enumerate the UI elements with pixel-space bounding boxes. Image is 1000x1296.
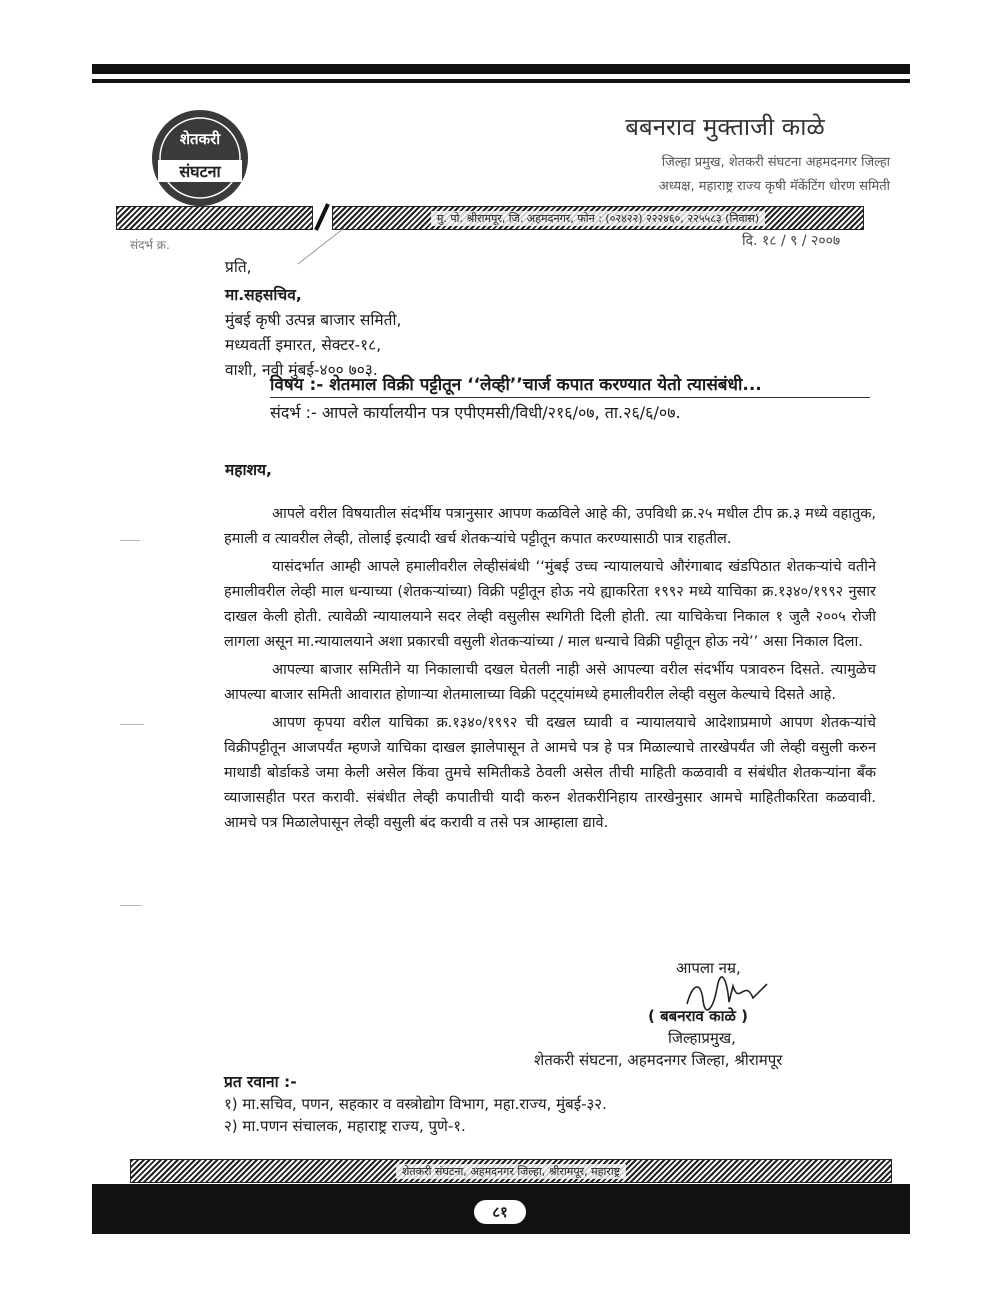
top-rule-thin [92, 79, 910, 83]
letter-date: दि. १८ / ९ / २००७ [742, 233, 841, 249]
copy-to-heading: प्रत रवाना :- [224, 1073, 297, 1091]
margin-mark [120, 724, 144, 725]
sender-designation-1: जिल्हा प्रमुख, शेतकरी संघटना अहमदनगर जिल्हा [661, 155, 890, 170]
top-rule-thick [92, 64, 910, 74]
reference-number-label: संदर्भ क्र. [130, 238, 170, 252]
seal-text-top: शेतकरी [179, 130, 221, 148]
seal-text-main: संघटना [179, 162, 221, 181]
subject-line: विषय :- शेतमाल विक्री पट्टीतून ‘‘लेव्ही’’चार्ज कपात करण्यात येतो त्यासंबंधी... [270, 375, 762, 395]
body-paragraph-1: आपले वरील विषयातील संदर्भीय पत्रानुसार आपण कळविले आहे की, उपविधी क्र.२५ मधील टीप क्र.३ मध्ये वहातुक, हमाली व त्यावरील लेव्ही, तोलाई इत्यादी खर्च शेतकऱ्यांचे पट्टीतून कपात करण्यासाठी पात्र राहतील. [224, 506, 876, 547]
address-band [332, 206, 864, 230]
salutation: महाशय, [225, 461, 272, 479]
sign-off: आपला नम्र, [676, 959, 741, 977]
body-paragraph-2: यासंदर्भात आम्ही आपले हमालीवरील लेव्हीसंबंधी ‘‘मुंबई उच्च न्यायालयाचे औरंगाबाद खंडपिठात शेतकऱ्यांचे वतीने हमालीवरील लेव्ही माल धन्याच्या (शेतकऱ्यांच्या) विक्री पट्टीतून होऊ नये ह्याकरिता १९९२ मध्ये याचिका क्र.१३४०/१९९२ नुसार दाखल केली होती. त्यावेळी न्यायालयाने सदर लेव्ही वसुलीस स्थगिती दिली होती. त्या याचिकेचा निकाल १ जुलै २००५ रोजी लागला असून मा.न्यायालयाने अशा प्रकारची वसुली शेतकऱ्यांच्या / माल धन्याचे विक्री पट्टीतून होऊ नये’’ असा निकाल दिला. [224, 559, 876, 650]
recipient-title: मा.सहसचिव, [225, 286, 302, 304]
margin-mark [120, 905, 142, 906]
sender-designation-2: अध्यक्ष, महाराष्ट्र राज्य कृषी मॅकेंटिंग धोरण समिती [658, 179, 890, 194]
recipient-prefix: प्रति, [225, 258, 252, 276]
organization-seal [150, 108, 250, 208]
page-number: ८१ [474, 1200, 526, 1224]
footer-band-text: शेतकरी संघटना, अहमदनगर जिल्हा, श्रीरामपूर, महाराष्ट्र [396, 1164, 626, 1179]
copy-to-item-1: १) मा.सचिव, पणन, सहकार व वस्त्रोद्योग विभाग, महा.राज्य, मुंबई-३२. [224, 1095, 607, 1113]
header-band-left [116, 206, 313, 230]
copy-to-item-2: २) मा.पणन संचालक, महाराष्ट्र राज्य, पुणे-१. [224, 1117, 466, 1135]
letter-body [224, 502, 876, 839]
signatory-name: ( बबनराव काळे ) [648, 1007, 748, 1025]
body-paragraph-3: आपल्या बाजार समितीने या निकालाची दखल घेतली नाही असे आपल्या वरील संदर्भीय पत्रावरुन दिसते. त्यामुळेच आपल्या बाजार समिती आवारात होणाऱ्या शेतमालाच्या विक्री पट्ट्यांमध्ये हमालीवरील लेव्ही वसुल केल्याचे दिसते आहे. [224, 662, 876, 703]
margin-mark [120, 540, 140, 541]
subject-underline [270, 397, 870, 398]
body-paragraph-4: आपण कृपया वरील याचिका क्र.१३४०/१९९२ ची दखल घ्यावी व न्यायालयाचे आदेशाप्रमाणे आपण शेतकऱ्यांचे विक्रीपट्टीतून आजपर्यंत म्हणजे याचिका दाखल झालेपासून ते आमचे पत्र हे पत्र मिळाल्याचे तारखेपर्यंत जी लेव्ही वसुली करुन माथाडी बोर्डाकडे जमा केली असेल किंवा तुमचे समितीकडे ठेवली असेल तीची माहिती कळवावी व संबंधीत शेतकऱ्यांना बँक व्याजासहीत परत करावी. संबंधीत लेव्ही कपातीची यादी करुन शेतकरीनिहाय तारखेनुसार आमचे माहितीकरिता कळवावी. आमचे पत्र मिळालेपासून लेव्ही वसुली बंद करावी व तसे पत्र आम्हाला द्यावे. [224, 715, 876, 831]
address-band-text: मु. पो. श्रीरामपूर, जि. अहमदनगर, फोन : (०२४२२) २२२४६०, २२५५८३ (निवास) [431, 211, 765, 226]
signatory-designation: जिल्हाप्रमुख, [668, 1029, 736, 1047]
ink-stroke [296, 226, 346, 266]
sender-name: बबनराव मुक्ताजी काळे [625, 113, 825, 141]
recipient-line-3: वाशी, नवी मुंबई-४०० ७०३. [225, 361, 378, 379]
footer-band [130, 1159, 892, 1183]
recipient-line-1: मुंबई कृषी उत्पन्न बाजार समिती, [225, 311, 402, 329]
reference-line: संदर्भ :- आपले कार्यालयीन पत्र एपीएमसी/विधी/२१६/०७, ता.२६/६/०७. [270, 403, 681, 422]
signatory-organization: शेतकरी संघटना, अहमदनगर जिल्हा, श्रीरामपूर [534, 1051, 783, 1069]
recipient-line-2: मध्यवर्ती इमारत, सेक्टर-१८, [225, 336, 382, 354]
